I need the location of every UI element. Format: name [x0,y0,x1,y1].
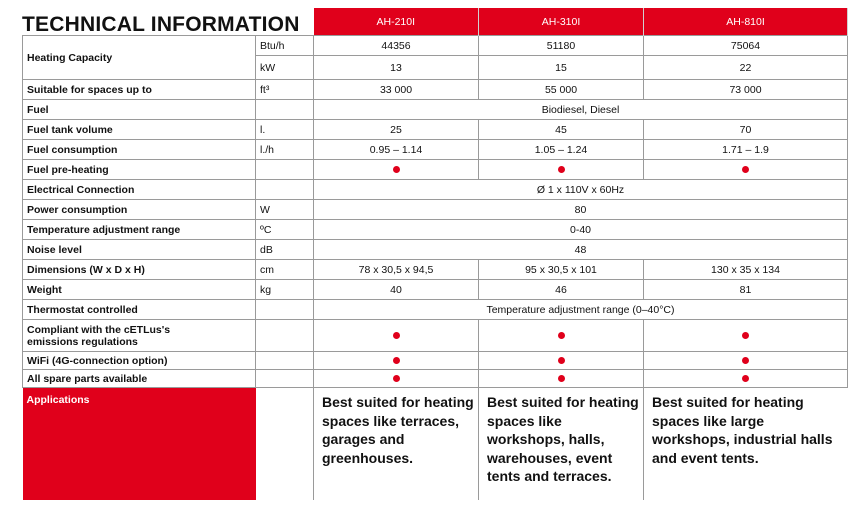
consumption-label: Fuel consumption [23,140,256,160]
heating-kw-2: 15 [479,56,644,80]
wifi-1 [314,352,479,370]
compliant-label [23,320,256,352]
table-row [23,320,848,352]
heating-capacity-label: Heating Capacity [23,36,256,80]
heating-kw-1: 13 [314,56,479,80]
power-label: Power consumption [23,200,256,220]
applications-text-3: Best suited for heating spaces like large workshops, industrial halls and event tents. [644,388,848,501]
spaces-label: Suitable for spaces up to [23,80,256,100]
model-header-3: AH-810I [644,8,848,36]
weight-label: Weight [23,280,256,300]
unit-empty [256,370,314,388]
compliant-1 [314,320,479,352]
unit-ft3: ft³ [256,80,314,100]
tank-label: Fuel tank volume [23,120,256,140]
table-row [23,200,848,220]
unit-liters: l. [256,120,314,140]
unit-empty [256,180,314,200]
yes-dot-icon [558,357,565,364]
table-row [23,180,848,200]
yes-dot-icon [742,375,749,382]
table-row [23,120,848,140]
wifi-label: WiFi (4G-connection option) [23,352,256,370]
power-value: 80 [314,200,848,220]
heating-btu-3: 75064 [644,36,848,56]
tank-3: 70 [644,120,848,140]
yes-dot-icon [558,332,565,339]
dimensions-label: Dimensions (W x D x H) [23,260,256,280]
fuel-label: Fuel [23,100,256,120]
consumption-1: 0.95 – 1.14 [314,140,479,160]
heating-btu-2: 51180 [479,36,644,56]
spares-label: All spare parts available [23,370,256,388]
thermostat-label: Thermostat controlled [23,300,256,320]
unit-btu: Btu/h [256,36,314,56]
yes-dot-icon [393,357,400,364]
applications-spacer [256,388,314,501]
unit-watt: W [256,200,314,220]
table-row [23,100,848,120]
table-row [23,260,848,280]
yes-dot-icon [742,357,749,364]
thermostat-value: Temperature adjustment range (0–40°C) [314,300,848,320]
table-row [23,80,848,100]
preheat-2 [479,160,644,180]
weight-1: 40 [314,280,479,300]
yes-dot-icon [742,332,749,339]
yes-dot-icon [742,166,749,173]
spaces-2: 55 000 [479,80,644,100]
consumption-2: 1.05 – 1.24 [479,140,644,160]
yes-dot-icon [393,332,400,339]
yes-dot-icon [393,166,400,173]
electrical-label: Electrical Connection [23,180,256,200]
table-row [23,300,848,320]
applications-label: Applications [23,388,256,501]
page-title: TECHNICAL INFORMATION [22,13,300,36]
applications-text-1: Best suited for heating spaces like terraces, garages and greenhouses. [314,388,479,501]
temp-label: Temperature adjustment range [23,220,256,240]
applications-text-2: Best suited for heating spaces like workshops, halls, warehouses, event tents and terraces. [479,388,644,501]
spares-3 [644,370,848,388]
consumption-3: 1.71 – 1.9 [644,140,848,160]
noise-label: Noise level [23,240,256,260]
model-header-1: AH-210I [314,8,479,36]
compliant-label-line1: Compliant with the cETLus's [27,323,171,336]
preheat-label: Fuel pre-heating [23,160,256,180]
preheat-1 [314,160,479,180]
compliant-label-line2: emissions regulations [27,335,138,348]
unit-lph: l./h [256,140,314,160]
table-row [23,36,848,56]
preheat-3 [644,160,848,180]
model-header-2: AH-310I [479,8,644,36]
heating-kw-3: 22 [644,56,848,80]
spares-2 [479,370,644,388]
tank-2: 45 [479,120,644,140]
applications-row [23,388,848,501]
electrical-value: Ø 1 x 110V x 60Hz [314,180,848,200]
tank-1: 25 [314,120,479,140]
table-row [23,352,848,370]
unit-celsius: ºC [256,220,314,240]
dimensions-2: 95 x 30,5 x 101 [479,260,644,280]
dimensions-1: 78 x 30,5 x 94,5 [314,260,479,280]
spares-1 [314,370,479,388]
heating-btu-1: 44356 [314,36,479,56]
noise-value: 48 [314,240,848,260]
wifi-2 [479,352,644,370]
temp-value: 0-40 [314,220,848,240]
weight-2: 46 [479,280,644,300]
table-row [23,370,848,388]
compliant-3 [644,320,848,352]
table-row [23,160,848,180]
spaces-1: 33 000 [314,80,479,100]
yes-dot-icon [393,375,400,382]
technical-information-table [22,8,848,500]
unit-empty [256,160,314,180]
yes-dot-icon [558,375,565,382]
dimensions-3: 130 x 35 x 134 [644,260,848,280]
unit-cm: cm [256,260,314,280]
unit-kg: kg [256,280,314,300]
unit-empty [256,300,314,320]
yes-dot-icon [558,166,565,173]
spaces-3: 73 000 [644,80,848,100]
unit-kw: kW [256,56,314,80]
unit-db: dB [256,240,314,260]
unit-empty [256,320,314,352]
compliant-2 [479,320,644,352]
wifi-3 [644,352,848,370]
unit-empty [256,352,314,370]
table-row [23,220,848,240]
table-row [23,280,848,300]
unit-empty [256,100,314,120]
table-row [23,240,848,260]
weight-3: 81 [644,280,848,300]
table-row [23,140,848,160]
fuel-value: Biodiesel, Diesel [314,100,848,120]
